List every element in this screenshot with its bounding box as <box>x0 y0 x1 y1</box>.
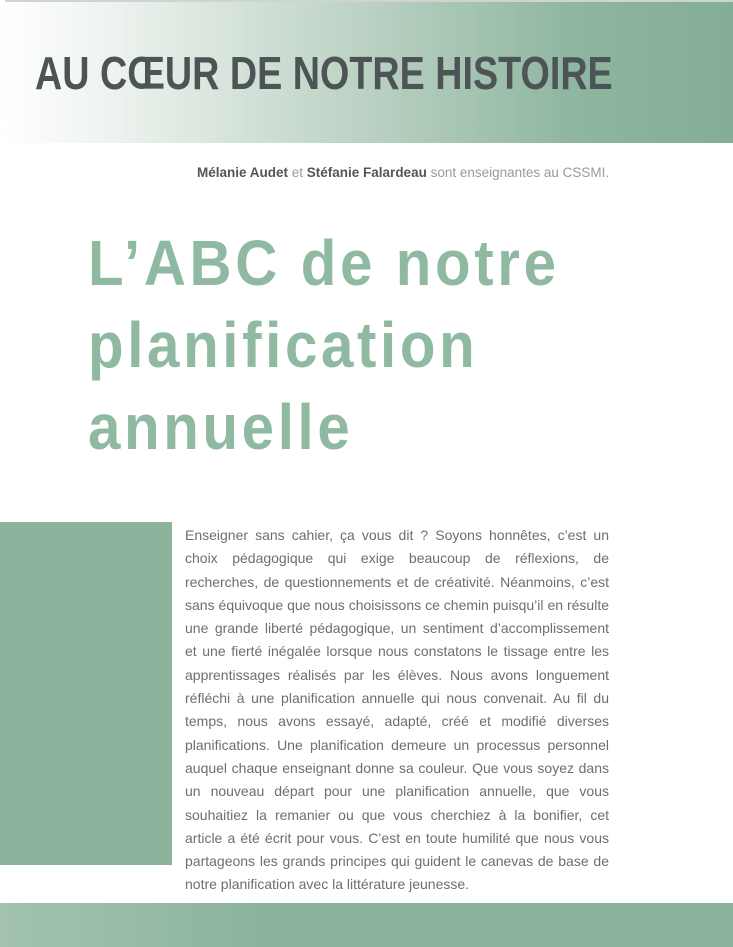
article-title <box>88 222 560 468</box>
byline <box>197 163 609 183</box>
section-header-band <box>0 2 733 143</box>
green-accent-block <box>0 522 172 865</box>
byline-author-2: Stéfanie Falardeau <box>306 165 427 180</box>
article-title-line-2: planification <box>88 309 479 381</box>
article-title-line-3: annuelle <box>88 391 354 463</box>
byline-suffix: sont enseignantes au CSSMI. <box>426 165 610 180</box>
section-title: AU CŒUR DE NOTRE HISTOIRE <box>35 47 613 99</box>
byline-author-1: Mélanie Audet <box>197 165 289 180</box>
article-title-line-1: L’ABC de notre <box>88 227 560 299</box>
bottom-accent-bar <box>0 903 733 947</box>
byline-connector: et <box>288 165 307 180</box>
article-body: Enseigner sans cahier, ça vous dit ? Soyons honnêtes, c’est un choix pédagogique qui exige beaucoup de réflexions, de recherches, de questionnements et de créativité. Néanmoins, c’est sans équivoque que nous choisissons ce chemin puisqu’il en résulte une grande liberté pédagogique, un sentiment d’accomplissement et une fierté inégalée lorsque nous constatons le tissage entre les apprentissages réalisés par les élèves. Nous avons longuement réfléchi à une planification annuelle qui nous convenait. Au fil du temps, nous avons essayé, adapté, créé et modifié diverses planifications. Une planification demeure un processus personnel auquel chaque enseignant donne sa couleur. Que vous soyez dans un nouveau départ pour une planification annuelle, que vous souhaitiez la remanier ou que vous cherchiez à la bonifier, cet article a été écrit pour vous. C’est en toute humilité que nous vous partageons les grands principes qui guident le canevas de base de notre planification avec la littérature jeunesse. <box>185 527 609 893</box>
